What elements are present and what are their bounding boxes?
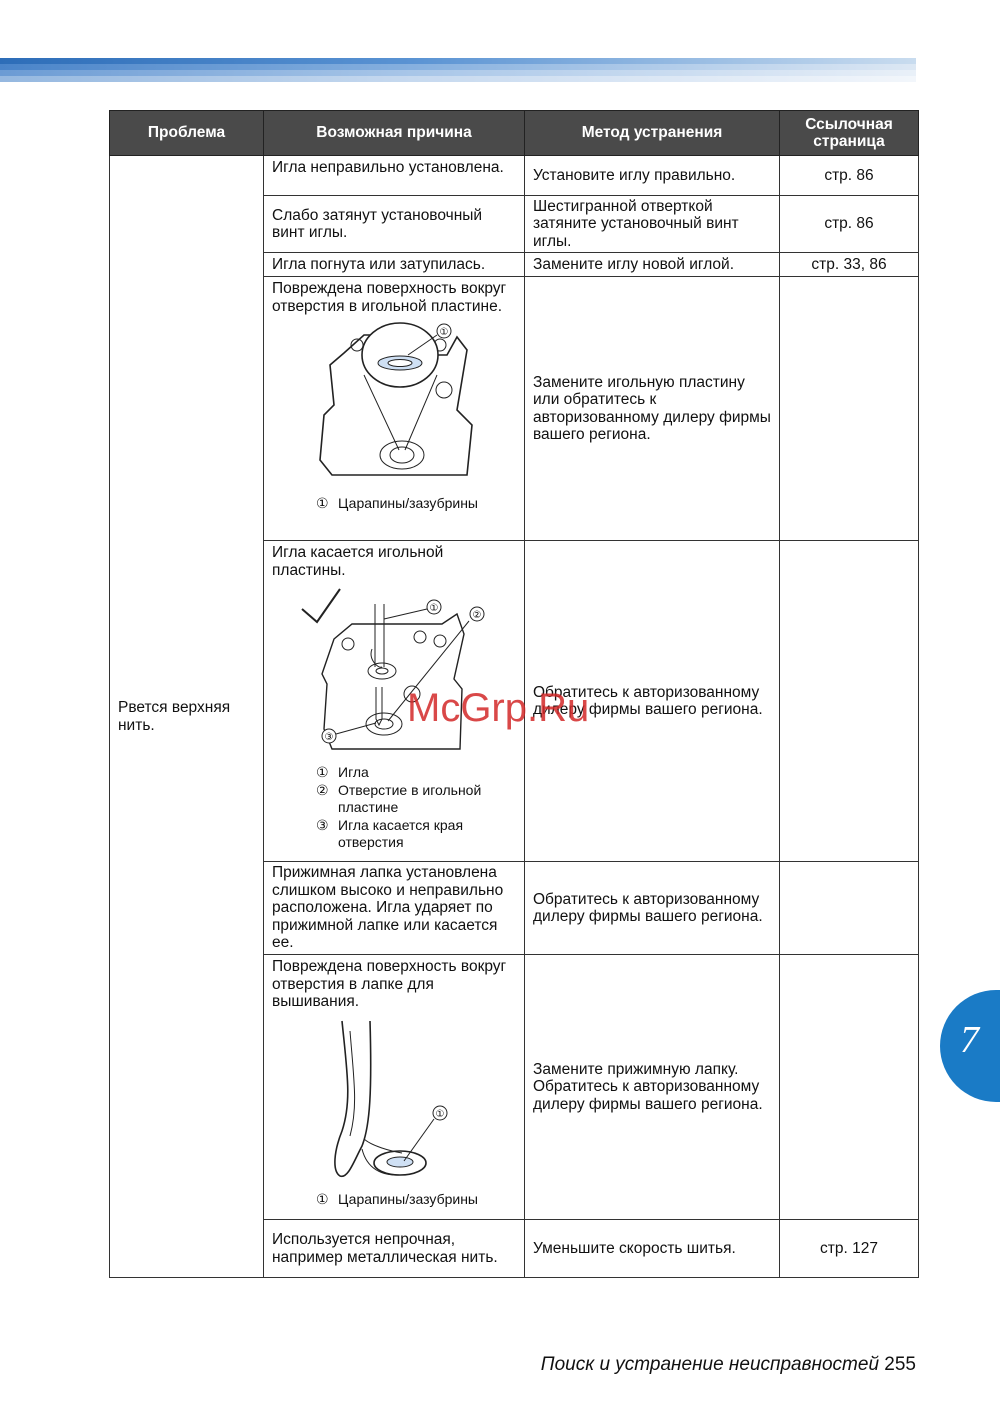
method-cell: Замените иглу новой иглой. <box>525 253 780 277</box>
header-decoration-band <box>0 58 916 82</box>
legend-number: ① <box>316 1190 329 1207</box>
reference-cell: стр. 33, 86 <box>780 253 919 277</box>
header-cause: Возможная причина <box>264 111 525 156</box>
cause-cell: Слабо затянут установочный винт иглы. <box>264 196 525 253</box>
page-number: 255 <box>884 1354 916 1375</box>
figure-legend <box>272 1191 516 1209</box>
callout-3: ③ <box>324 732 334 743</box>
header-method: Метод устранения <box>525 111 780 156</box>
needle-plate-drawing <box>272 579 517 764</box>
callout-1: ① <box>429 603 439 614</box>
callout-2: ② <box>472 610 482 621</box>
reference-cell <box>780 955 919 1220</box>
legend-number: ① <box>316 495 329 511</box>
header-problem: Проблема <box>110 111 264 156</box>
reference-cell <box>780 541 919 862</box>
legend-text: Царапины/зазубрины <box>338 1190 478 1207</box>
legend-item <box>316 495 516 513</box>
cause-text: Повреждена поверхность вокруг отверстия в лапке для вышивания. <box>272 958 507 1010</box>
legend-item <box>316 764 516 782</box>
cause-text: Повреждена поверхность вокруг отверстия в игольной пластине. <box>272 280 507 315</box>
table-header-row <box>110 111 919 156</box>
method-cell: Замените прижимную лапку. Обратитесь к авторизованному дилеру фирмы вашего региона. <box>525 955 780 1220</box>
footer-title: Поиск и устранение неисправностей <box>540 1354 880 1375</box>
legend-text: Отверстие в игольной пластине <box>338 781 482 815</box>
method-cell: Замените игольную пластину или обратитесь к авторизованному дилеру фирмы вашего региона. <box>525 277 780 541</box>
reference-cell: стр. 86 <box>780 156 919 196</box>
chapter-tab <box>940 990 1000 1102</box>
cause-cell: Используется непрочная, например металлическая нить. <box>264 1220 525 1278</box>
cause-cell <box>264 277 525 541</box>
problem-cell: Рвется верхняя нить. <box>110 156 264 1278</box>
method-cell: Обратитесь к авторизованному дилеру фирмы вашего региона. <box>525 862 780 955</box>
cause-cell <box>264 955 525 1220</box>
method-cell: Обратитесь к авторизованному дилеру фирмы вашего региона. <box>525 541 780 862</box>
callout-1: ① <box>439 327 449 338</box>
legend-text: Игла касается края отверстия <box>338 816 464 850</box>
cause-cell: Прижимная лапка установлена слишком высоко и неправильно расположена. Игла ударяет по прижимной лапке или касается ее. <box>264 862 525 955</box>
legend-text: Царапины/зазубрины <box>338 495 478 511</box>
needle-touch-illustration <box>272 579 516 764</box>
presser-foot-drawing <box>272 1011 517 1191</box>
cause-cell <box>264 156 525 196</box>
method-cell: Установите иглу правильно. <box>525 156 780 196</box>
cause-text: Игла неправильно установлена. <box>272 159 504 176</box>
legend-number: ② <box>316 781 329 798</box>
needle-plate-scratch-illustration <box>272 315 516 495</box>
chapter-number: 7 <box>960 1019 979 1061</box>
callout-1: ① <box>435 1108 445 1120</box>
header-reference: Ссылочная страница <box>780 111 919 156</box>
method-cell: Уменьшите скорость шитья. <box>525 1220 780 1278</box>
reference-cell: стр. 127 <box>780 1220 919 1278</box>
legend-item <box>316 817 516 852</box>
needle-plate-drawing <box>272 315 517 495</box>
presser-foot-scratch-illustration <box>272 1011 516 1191</box>
cause-text: Игла касается игольной пластины. <box>272 544 444 579</box>
reference-cell <box>780 862 919 955</box>
table-row <box>110 156 919 196</box>
figure-legend <box>272 495 516 513</box>
method-cell: Шестигранной отверткой затяните установочный винт иглы. <box>525 196 780 253</box>
reference-cell <box>780 277 919 541</box>
legend-number: ③ <box>316 816 329 833</box>
page-footer <box>541 1354 916 1376</box>
checkmark-icon <box>302 589 340 622</box>
legend-item <box>316 1191 516 1209</box>
legend-number: ① <box>316 764 329 780</box>
cause-cell: Игла погнута или затупилась. <box>264 253 525 277</box>
legend-text: Игла <box>338 764 369 780</box>
legend-item <box>316 782 516 817</box>
reference-cell: стр. 86 <box>780 196 919 253</box>
watermark: McGrp.Ru <box>407 686 590 730</box>
figure-legend <box>272 764 516 852</box>
